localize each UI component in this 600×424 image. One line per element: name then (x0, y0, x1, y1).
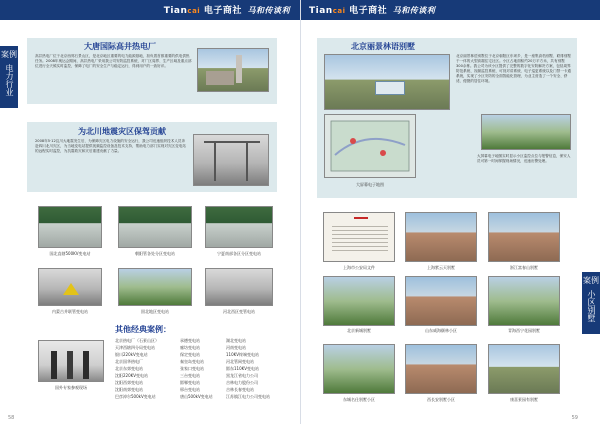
case-item: 河北管网变电站 (226, 359, 254, 364)
cases-heading: 其他经典案例： (115, 325, 171, 334)
photo-monitor-screen (481, 114, 571, 150)
brand-prefix: Tian (309, 6, 333, 16)
other-cases (115, 324, 245, 338)
brand-slogan: 马和传谈利 (247, 6, 290, 15)
person-shape-1 (51, 351, 57, 379)
caption-photo-r6: 青海西宁花园别墅 (508, 328, 540, 333)
photo-expert-visit (38, 340, 104, 382)
case-item: 邯东110KV变电站 (226, 366, 259, 371)
brand-mid: cai (332, 7, 346, 15)
case-item: 保定变电站 (180, 352, 200, 357)
case-item: 三台变电站 (180, 373, 200, 378)
tower-shape-2 (214, 141, 216, 181)
category-tab-residential (582, 272, 600, 334)
map-marker-shape (380, 150, 386, 156)
case-item: 张家口变电站 (180, 366, 204, 371)
caption-photo-5: 固北地区变电站 (141, 309, 169, 314)
case-item: 天津西辖四分局变电站 (115, 345, 155, 350)
case-item: 吉林长春变电站 (226, 387, 254, 392)
caption-photo-r9: 康喜景园有别墅 (510, 397, 538, 402)
case-item: 沈阳南郊变电站 (115, 387, 143, 392)
caption-electronic-map: 大屏幕电子地图 (356, 182, 384, 187)
case-item: 北京国华热电厂 (115, 359, 143, 364)
tab-line2: 小区别墅 (587, 290, 596, 322)
case-item: 银川220kV变电站 (115, 352, 148, 357)
case-item: 河南变电站 (226, 345, 246, 350)
page-number-right: 59 (571, 415, 578, 421)
entrance-sign-shape (375, 81, 405, 95)
photo-substation-4 (38, 268, 102, 306)
category-tab-power (0, 46, 18, 108)
photo-substation-sign-3 (205, 206, 273, 248)
caption-photo-7: 国外专家参观现场 (55, 385, 87, 390)
brand-logo (309, 3, 435, 16)
caption-photo-r7: 东城名仕别墅小区 (343, 397, 375, 402)
section-body-beichuan: 2008年5·12汶川大地震发生后，为保障灾区电力设施的安全运行，我公司迅速组织技术人员奔赴四川北川灾区，为当地变电站提供视频监控设备及技术支持，帮助电力部门实现对灾区变电站的远程实时监控，为抗震救灾和灾后重建贡献了力量。 (35, 139, 186, 153)
photo-villa-1 (405, 212, 477, 262)
red-stamp-shape (354, 217, 368, 219)
tower-shape (204, 141, 260, 143)
caption-photo-r5: 山东威海颐林小区 (425, 328, 457, 333)
brand-cn: 电子商社 (349, 6, 388, 16)
brand-logo (164, 3, 290, 16)
caption-photo-r1: 上海市公安局文件 (343, 265, 375, 270)
photo-villa-8 (488, 344, 560, 394)
caption-photo-3: 宁夏南部各区分区变电站 (217, 251, 261, 256)
person-shape-3 (83, 351, 89, 379)
caption-photo-r2: 上海紫云天别墅 (427, 265, 455, 270)
cases-column-1 (115, 337, 173, 400)
photo-substation-sign-1 (38, 206, 102, 248)
tab-line1: 案例 (583, 276, 599, 285)
caption-photo-4: 内蒙古并联管变电站 (52, 309, 88, 314)
map-marker-shape (350, 138, 356, 144)
document-text-lines (332, 223, 388, 253)
right-page (300, 0, 600, 424)
brand-cn: 电子商社 (203, 6, 242, 16)
tab-line1: 案例 (1, 50, 17, 59)
section-body-datang: 高井热电厂位于北京西郊石景山区，是北京地区重要的电力能源基地，担负着首都重要的供电供热任务。2008年奥运会期间，高井热电厂采用我公司安防监控系统，对厂区周界、生产区域及重点部位进行全天候实时监控，保障了电厂的安全生产与稳定运行，得到用户的一致好评。 (35, 54, 192, 68)
case-item: 沈阳西郊变电站 (115, 380, 143, 385)
photo-villa-2 (488, 212, 560, 262)
case-item: 邯郸变电站 (180, 380, 200, 385)
site-map-svg (325, 115, 415, 177)
case-item: 巴彦淖尔500kV变电站 (115, 394, 156, 399)
case-item: 黑龙江省电力公司 (226, 373, 258, 378)
case-item: 吉林电力股份公司 (226, 380, 258, 385)
case-item: 承德变电站 (180, 338, 200, 343)
caption-photo-6: 河北西区变管电站 (223, 309, 255, 314)
case-item: 江苏镇江电力公司变电站 (226, 394, 270, 399)
section-title-beichuan: 为北川地震灾区保驾贡献 (78, 127, 166, 136)
case-item: 湖北变电站 (226, 338, 246, 343)
brand-slogan: 马和传谈利 (392, 6, 436, 15)
photo-substation-5 (118, 268, 192, 306)
plant-building-shape (206, 71, 234, 85)
cases-column-2 (180, 337, 220, 400)
photo-police-document (323, 212, 395, 262)
tower-shape-3 (246, 141, 248, 181)
case-item: 唐山500kV变电站 (180, 394, 213, 399)
tab-line2: 电力行业 (5, 64, 14, 96)
cases-column-3 (226, 337, 292, 400)
photo-lijing-entrance (324, 54, 450, 110)
case-item: 邢台变电站 (180, 387, 200, 392)
caption-photo-r8: 西长安别墅小区 (427, 397, 455, 402)
section-title-datang: 大唐国际高井热电厂 (84, 42, 156, 51)
case-item: 廊坊变电站 (180, 345, 200, 350)
caption-photo-r3: 浙江富春山别墅 (510, 265, 538, 270)
person-shape-2 (67, 351, 73, 379)
brand-mid: cai (187, 7, 201, 15)
photo-villa-7 (405, 344, 477, 394)
photo-substation-6 (205, 268, 273, 306)
case-item: 110KV终端变电站 (226, 352, 259, 357)
case-item: 秦皇岛变电站 (180, 359, 204, 364)
section-title-lijing: 北京丽景林语别墅 (351, 42, 415, 51)
caption-photo-2: 朝阳管各处分区变电站 (135, 251, 175, 256)
photo-villa-6 (323, 344, 395, 394)
case-item: 北京热电厂（石景山区） (115, 338, 159, 343)
electronic-map-figure (324, 114, 416, 178)
figure-description: 大屏幕电子地图实时显示小区监控点位与报警信息，保安人员可第一时间掌握现场情况，迅速出警处理。 (477, 154, 571, 163)
photo-residential-4 (405, 276, 477, 326)
photo-substation (193, 134, 269, 186)
page-header (301, 0, 600, 20)
chimney-shape (236, 55, 242, 83)
photo-power-plant (197, 48, 269, 92)
case-item: 北京东郊变电站 (115, 366, 143, 371)
photo-villa-3 (323, 276, 395, 326)
photo-substation-sign-2 (118, 206, 192, 248)
caption-photo-1: 国北直辖500KV变电站 (49, 251, 91, 256)
warning-sign-shape (63, 283, 79, 295)
page-number-left: 58 (8, 415, 15, 421)
map-area-shape (331, 121, 409, 171)
brand-prefix: Tian (163, 6, 188, 16)
photo-villa-5 (488, 276, 560, 326)
case-item: 沈阳220KV变电站 (115, 373, 148, 378)
section-body-lijing: 北京丽景林语别墅位于北京朝阳区东坝乡，是一座集高档别墅、联排别墅于一体的大型高端住宅社区。小区占地面积约20万平方米，共有别墅300余栋。我公司为该小区提供了完整的数字化安防解决方案，包括周界防范系统、视频监控系统、可视对讲系统、电子巡更系统以及门禁一卡通系统，实现了小区安防的全面智能化管理，为业主营造了一个安全、舒适、便捷的居住环境。 (456, 54, 571, 83)
page-header (0, 0, 300, 20)
caption-photo-r4: 北京新城别墅 (347, 328, 371, 333)
